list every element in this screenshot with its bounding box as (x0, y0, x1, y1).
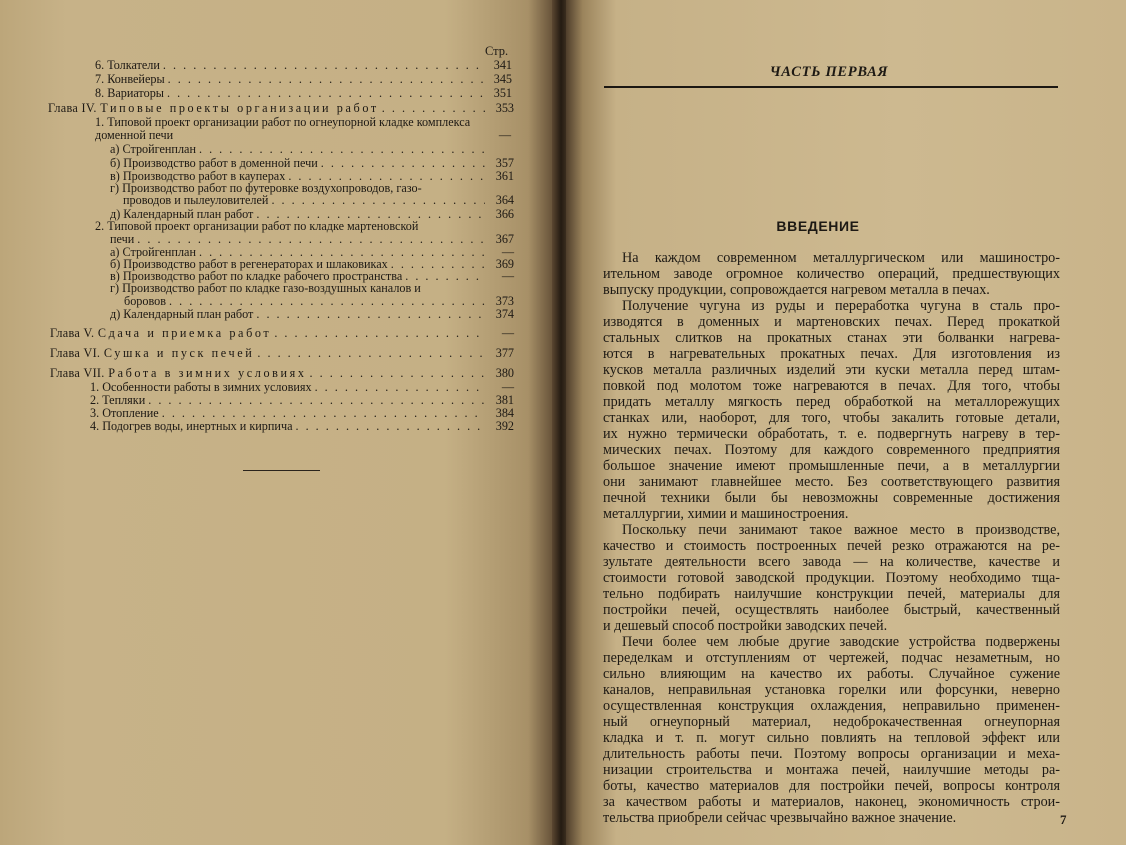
text-line: боты, качество материалов для постройки печей, вопросы контроля (603, 778, 1060, 794)
text-line: качество и стоимость построенных печей резко отражаются на ре- (603, 538, 1060, 554)
toc-chapter: Глава VII. Работа в зимних условиях . . . 380 (50, 367, 514, 380)
text-line: ный огнеупорный материал, недоброкачественная огнеупорная (603, 714, 1060, 730)
text-line: стальных слитков на прокатных станах эти болванки нагрева- (603, 330, 1060, 346)
page-number: 7 (1060, 812, 1067, 827)
toc-item: д) Календарный план работ . . . 366 (110, 208, 514, 221)
text-line: мических печах. Поэтому для каждого современного предприятия (603, 442, 1060, 458)
text-line: переделкам и отступлениям от чертежей, подчас незаметным, но (603, 650, 1060, 666)
toc-item: а) Стройгенплан . . . (110, 143, 514, 156)
toc-item: 4. Подогрев воды, инертных и кирпича . . . 392 (90, 420, 514, 433)
toc-item: 2. Типовой проект организации работ по кладке мартеновской (95, 219, 419, 233)
part-title-rule (604, 86, 1058, 88)
text-line: зультате деятельности всего завода — на количестве, качестве и (603, 554, 1060, 570)
text-line: ительном заводе огромное количество операций, предшествующих (603, 266, 1060, 282)
left-page (0, 0, 556, 845)
text-line: ются в нагревательных прокатных печах. Для изготовления из (603, 346, 1060, 362)
text-line: сильно влияющим на качество их работы. Случайное сужение (603, 666, 1060, 682)
text-line: каналов, неправильная установка горелки или форсунки, неверно (603, 682, 1060, 698)
text-line: тельства приобрели сейчас чрезвычайно важное значение. (603, 810, 957, 826)
text-line: Печи более чем любые другие заводские устройства подвержены (622, 634, 1060, 650)
text-line: их нужно термически обработать, т. е. подвергнуть нагреву в тер- (603, 426, 1060, 442)
toc-item: в) Производство работ по кладке рабочего пространства . . . — (110, 270, 514, 283)
toc-chapter: Глава V. Сдача и приемка работ . . . — (50, 327, 514, 340)
toc-chapter: Глава VI. Сушка и пуск печей . . . 377 (50, 347, 514, 360)
text-line: На каждом современном металлургическом или машиностро- (622, 250, 1060, 266)
text-line: выпуску продукции, сопровождается нагревом металла в печах. (603, 282, 990, 298)
text-line: придать металлу мягкость перед обработкой на металлорежущих (603, 394, 1060, 410)
text-line: и дешевый способ постройки заводских печей. (603, 618, 888, 634)
text-line: Поскольку печи занимают такое важное место в производстве, (622, 522, 1060, 538)
text-line: за качеством работы и материалов, наконец, экономичность строи- (603, 794, 1060, 810)
section-title: ВВЕДЕНИЕ (776, 218, 860, 234)
text-line: металлургии, химии и машиностроения. (603, 506, 849, 522)
toc-item: б) Производство работ в доменной печи . . . 357 (110, 157, 514, 170)
toc-item: 1. Особенности работы в зимних условиях . . . — (90, 381, 514, 394)
text-line: изводятся в доменных и мартеновских печах. Перед прокаткой (603, 314, 1060, 330)
toc-item: 2. Тепляки . . . 381 (90, 394, 514, 407)
separator-rule (243, 470, 320, 471)
text-line: Получение чугуна из руды и переработка чугуна в сталь про- (622, 298, 1060, 314)
toc-item: 3. Отопление . . . 384 (90, 407, 514, 420)
text-line: станках или, наоборот, для того, чтобы закалить готовые детали, (603, 410, 1060, 426)
page-column-label: Стр. (485, 44, 509, 58)
text-line: большое значение имеют промышленные печи, а в металлургии (603, 458, 1060, 474)
toc-chapter: Глава IV. Типовые проекты организации работ . . . 353 (48, 102, 514, 115)
text-line: длительность работы печи. Поэтому вопросы организации и меха- (603, 746, 1060, 762)
text-line: низации строительства и монтажа печей, наилучшие методы ра- (603, 762, 1060, 778)
text-line: тельно подбирать наилучшие конструкции печей, материалы для (603, 586, 1060, 602)
toc-item: б) Производство работ в регенераторах и шлаковиках . . . 369 (110, 258, 514, 271)
text-line: стоимости готовой заводской продукции. Поэтому необходимо тща- (603, 570, 1060, 586)
text-line: кладка и т. п. могут сильно повлиять на тепловой эффект или (603, 730, 1060, 746)
text-line: кусков металла различных изделий эти куски металла перед штам- (603, 362, 1060, 378)
toc-item: г) Производство работ по кладке газо-воздушных каналов и (110, 281, 421, 295)
toc-item: 6. Толкатели . . . 341 (95, 59, 512, 72)
toc-item: 8. Вариаторы . . . 351 (95, 87, 512, 100)
text-line: они занимают главнейшее место. Без соответствующего развития (603, 474, 1060, 490)
toc-item: д) Календарный план работ . . . 374 (110, 308, 514, 321)
text-line: осуществленная конструкция охлаждения, неправильно применен- (603, 698, 1060, 714)
text-line: повкой под молотом тоже нагреваются в печах. Для того, чтобы (603, 378, 1060, 394)
toc-item: 7. Конвейеры . . . 345 (95, 73, 512, 86)
toc-item: проводов и пылеуловителей . . . 364 (123, 194, 514, 207)
text-line: печной техники были бы невозможны современные достижения (603, 490, 1060, 506)
toc-item: в) Производство работ в кауперах . . . 361 (110, 170, 514, 183)
toc-item: боровов . . . 373 (124, 295, 514, 308)
part-title: ЧАСТЬ ПЕРВАЯ (769, 64, 889, 80)
toc-item: г) Производство работ по футеровке воздухопроводов, газо- (110, 181, 422, 195)
text-line: постройки печей, осуществлять наиболее быстрый, качественный (603, 602, 1060, 618)
toc-item: а) Стройгенплан . . . — (110, 246, 514, 259)
toc-item: печи . . . 367 (110, 233, 514, 246)
toc-item: 1. Типовой проект организации работ по огнеупорной кладке комплекса доменной печи — (95, 115, 511, 142)
